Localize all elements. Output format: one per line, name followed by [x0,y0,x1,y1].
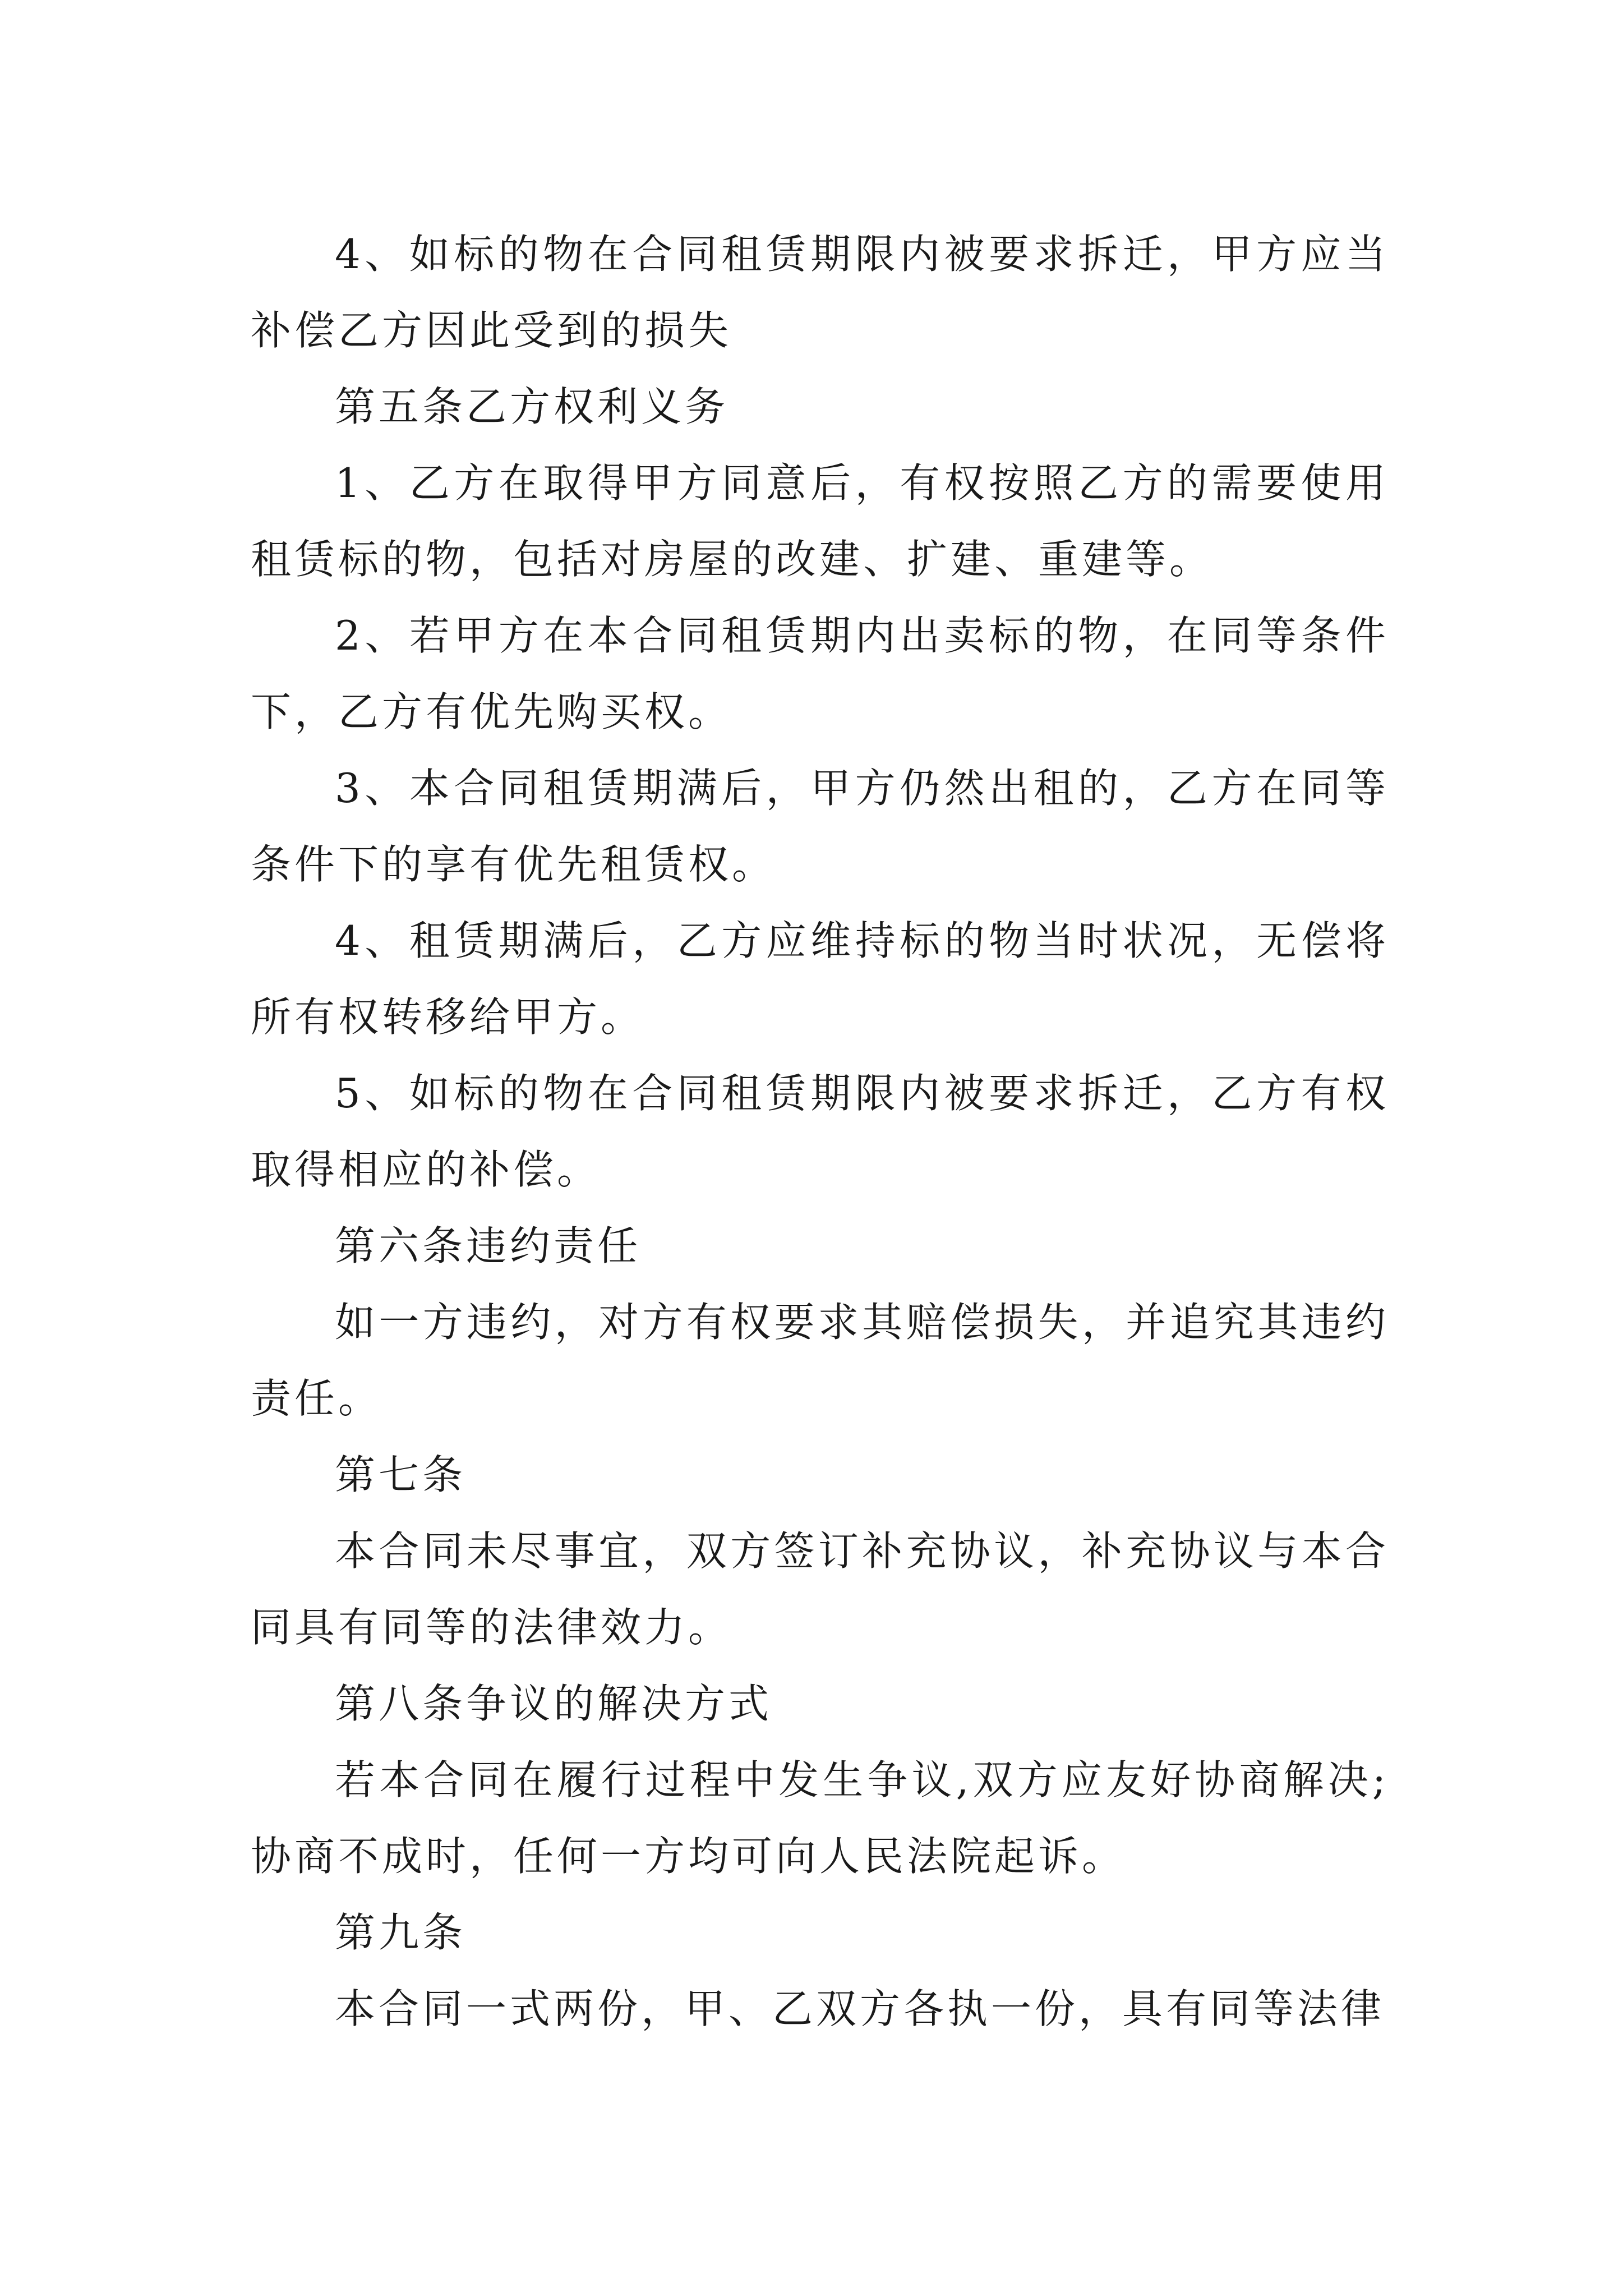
article-heading: 第七条 [335,1451,467,1498]
clause-paragraph: 如一方违约，对方有权要求其赔偿损失，并追究其违约责任。 [251,1299,1389,1422]
article-heading: 第八条争议的解决方式 [335,1680,773,1727]
clause-paragraph: 本合同未尽事宜，双方签订补充协议，补充协议与本合同具有同等的法律效力。 [251,1527,1389,1651]
article-heading: 第六条违约责任 [335,1222,642,1269]
clause-paragraph: 本合同一式两份，甲、乙双方各执一份，具有同等法律 [335,1985,1385,2032]
clause-paragraph: 若本合同在履行过程中发生争议,双方应友好协商解决;协商不成时，任何一方均可向人民法院起诉。 [251,1756,1389,1880]
document-body [251,216,1389,2047]
clause-paragraph: 4、租赁期满后，乙方应维持标的物当时状况，无偿将所有权转移给甲方。 [251,917,1389,1041]
article-heading: 第五条乙方权利义务 [335,383,729,430]
clause-paragraph: 1、乙方在取得甲方同意后，有权按照乙方的需要使用租赁标的物，包括对房屋的改建、扩建、重建等。 [251,459,1389,583]
clause-paragraph: 2、若甲方在本合同租赁期内出卖标的物，在同等条件下，乙方有优先购买权。 [251,612,1389,735]
clause-paragraph: 3、本合同租赁期满后，甲方仍然出租的，乙方在同等条件下的享有优先租赁权。 [251,765,1389,888]
clause-paragraph: 4、如标的物在合同租赁期限内被要求拆迁，甲方应当补偿乙方因此受到的损失 [251,231,1389,354]
article-heading: 第九条 [335,1909,467,1956]
clause-paragraph: 5、如标的物在合同租赁期限内被要求拆迁，乙方有权取得相应的补偿。 [251,1070,1389,1193]
